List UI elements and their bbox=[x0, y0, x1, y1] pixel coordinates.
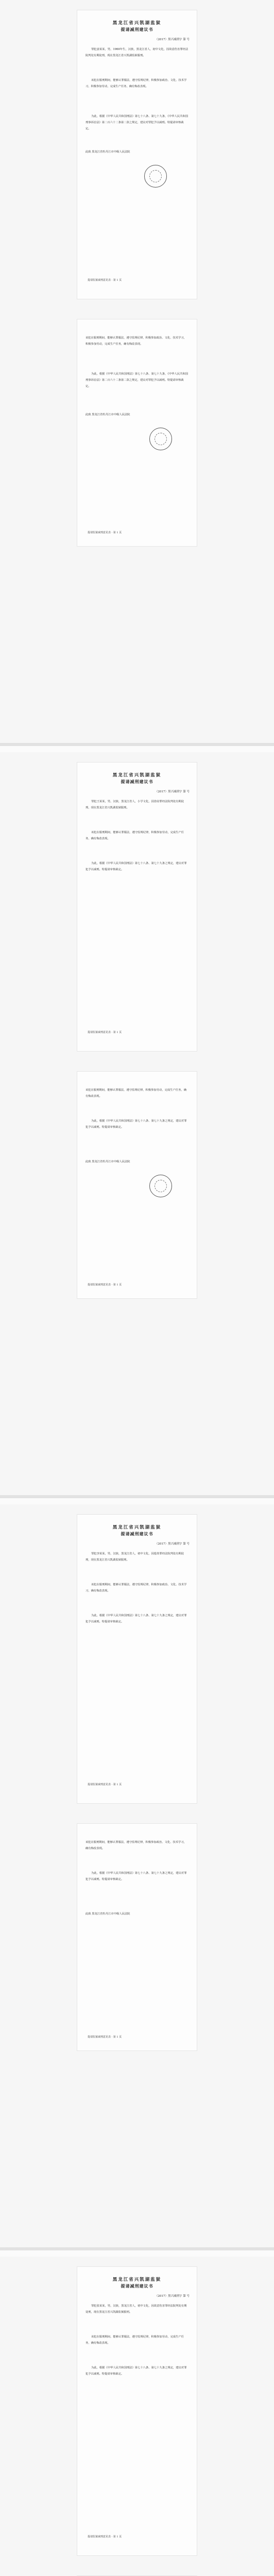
court-recipient: 此致 黑龙江省牡丹江市中级人民法院 bbox=[85, 1160, 130, 1163]
doc-number: （2017）黑兴减刑字 第 号 bbox=[155, 790, 190, 793]
paragraph: 该犯在服刑期间，能够认罪服法，遵守监规纪律，积极参加劳动，完成生产任务，确有悔改表现。 bbox=[85, 1089, 186, 1098]
page-footer: 提请监狱减刑意见表 · 第 1 页 bbox=[88, 1283, 122, 1286]
paper-lower bbox=[77, 1824, 197, 2050]
paper-upper bbox=[77, 10, 197, 299]
paragraph: 罪犯姜某某，男，1960年生，汉族，黑龙江省人，初中文化，因故意伤害罪经法院判处有期徒刑，现在黑龙江省兴凯湖监狱服刑。 bbox=[85, 48, 189, 57]
paper-upper bbox=[77, 1515, 197, 1803]
page-title: 黑龙江省兴凯湖监狱 bbox=[112, 2277, 162, 2282]
official-seal-icon bbox=[149, 1175, 172, 1197]
page-title: 黑龙江省兴凯湖监狱 bbox=[112, 1525, 162, 1530]
paragraph: 该犯在服刑期间，能够认罪服法，遵守监规纪律，积极参加劳动，完成生产任务，确有悔改表现。 bbox=[85, 831, 184, 840]
paper-lower bbox=[77, 319, 197, 546]
court-recipient: 此致 黑龙江省牡丹江市中级人民法院 bbox=[85, 413, 130, 416]
paragraph: 为此，根据《中华人民共和国刑法》第七十八条、第七十九条之规定，建议对罪犯予以减刑。特提请审核裁定。 bbox=[85, 862, 187, 871]
document-page bbox=[0, 752, 274, 1498]
page-footer: 提请监狱减刑意见表 · 第 1 页 bbox=[88, 1031, 122, 1034]
page-subtitle: 提请减刑建议书 bbox=[121, 27, 153, 32]
official-seal-icon bbox=[149, 428, 172, 450]
paper-upper bbox=[77, 2267, 197, 2555]
paragraph: 为此，根据《中华人民共和国刑法》第七十八条、第七十九条之规定，建议对罪犯予以减刑。特提请审核裁定。 bbox=[85, 1872, 187, 1881]
paragraph: 该犯在服刑期间，能够认罪服法，遵守监规纪律，积极参加政治、文化、技术学习，确有悔改表现。 bbox=[85, 1583, 187, 1592]
paragraph: 为此，根据《中华人民共和国刑法》第七十八条、第七十九条，《中华人民共和国刑事诉讼法》第二百六十二条第二款之规定，建议对罪犯予以减刑。特提请审核裁定。 bbox=[85, 372, 189, 388]
page-title: 黑龙江省兴凯湖监狱 bbox=[112, 21, 162, 26]
page-subtitle: 提请减刑建议书 bbox=[121, 779, 153, 784]
document-page bbox=[0, 1504, 274, 2250]
paragraph: 为此，根据《中华人民共和国刑法》第七十八条、第七十九条之规定，建议对罪犯予以减刑。特提请审核裁定。 bbox=[85, 2366, 187, 2376]
page-footer: 提请监狱减刑意见表 · 第 1 页 bbox=[88, 279, 122, 282]
paragraph: 罪犯张某某，男，汉族，黑龙江省人，初中文化，因故意伤害罪经法院判处有期徒刑，现在黑龙江省兴凯湖监狱服刑。 bbox=[85, 2304, 187, 2314]
doc-number: （2017）黑兴减刑字 第 号 bbox=[155, 1543, 190, 1546]
court-recipient: 此致 黑龙江省牡丹江市中级人民法院 bbox=[85, 1912, 130, 1916]
document-page bbox=[0, 2257, 274, 2576]
paragraph: 为此，根据《中华人民共和国刑法》第七十八条、第七十九条之规定，建议对罪犯予以减刑。特提请审核裁定。 bbox=[85, 1614, 187, 1623]
paragraph: 该犯在服刑期间，能够认罪服法，遵守监规纪律，积极参加政治、文化、技术学习，积极参加劳动，完成生产任务，确有悔改表现。 bbox=[85, 79, 187, 88]
doc-number: （2017）黑兴减刑字 第 号 bbox=[155, 38, 190, 41]
page-title: 黑龙江省兴凯湖监狱 bbox=[112, 773, 162, 778]
paragraph: 为此，根据《中华人民共和国刑法》第七十八条、第七十九条之规定，建议对罪犯予以减刑。特提请审核裁定。 bbox=[85, 1120, 187, 1129]
paragraph: 为此，根据《中华人民共和国刑法》第七十八条、第七十九条，《中华人民共和国刑事诉讼法》第二百六十二条第二款之规定，建议对罪犯予以减刑。特提请审核裁定。 bbox=[85, 115, 189, 130]
paragraph: 该犯在服刑期间，能够认罪服法，遵守监规纪律，积极参加劳动，完成生产任务，确有悔改表现。 bbox=[85, 2335, 184, 2345]
paragraph: 该犯在服刑期间，能够认罪服法，遵守监规纪律，积极参加政治、文化、技术学习，确有悔改表现。 bbox=[85, 1841, 186, 1850]
paper-upper bbox=[77, 762, 197, 1051]
page-footer: 提请监狱减刑意见表 · 第 1 页 bbox=[88, 2036, 122, 2039]
paragraph: 罪犯王某某，男，汉族，黑龙江省人，小学文化，因盗窃罪经法院判处有期徒刑，现在黑龙江省兴凯湖监狱服刑。 bbox=[85, 800, 184, 809]
paragraph: 该犯在服刑期间，能够认罪服法，遵守监规纪律，积极参加政治、文化、技术学习，积极参加劳动，完成生产任务，确有悔改表现。 bbox=[85, 336, 186, 346]
paper-lower bbox=[77, 1072, 197, 1298]
page-subtitle: 提请减刑建议书 bbox=[121, 1531, 153, 1536]
page-footer: 提请监狱减刑意见表 · 第 1 页 bbox=[88, 531, 122, 534]
official-seal-icon bbox=[144, 165, 167, 188]
document-page bbox=[0, 0, 274, 746]
doc-number: （2017）黑兴减刑字 第 号 bbox=[155, 2295, 190, 2298]
page-footer: 提请监狱减刑意见表 · 第 1 页 bbox=[88, 2535, 122, 2538]
page-footer: 提请监狱减刑意见表 · 第 1 页 bbox=[88, 1783, 122, 1786]
page-subtitle: 提请减刑建议书 bbox=[121, 2283, 153, 2289]
paragraph: 罪犯李某某，男，汉族，黑龙江省人，初中文化，因抢劫罪经法院判处有期徒刑，现在黑龙江省兴凯湖监狱服刑。 bbox=[85, 1552, 184, 1562]
court-recipient: 此致 黑龙江省牡丹江市中级人民法院 bbox=[85, 150, 130, 154]
